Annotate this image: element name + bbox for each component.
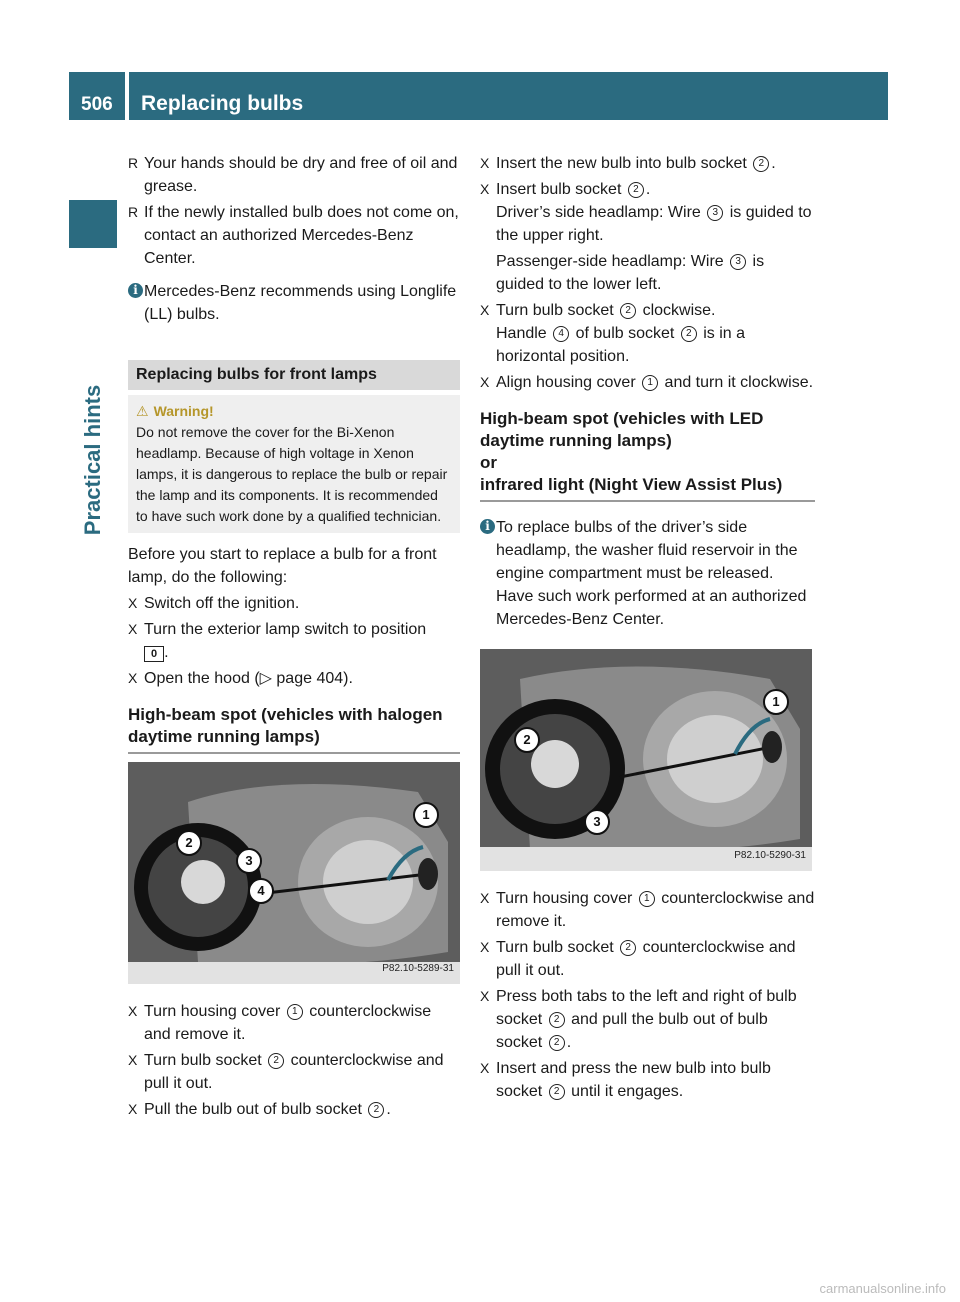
headlamp-figure-halogen xyxy=(128,762,460,984)
step-text: Turn housing cover xyxy=(496,890,637,907)
callout-ref: 2 xyxy=(681,326,697,342)
figure-code: P82.10-5290-31 xyxy=(734,850,806,861)
callout-ref: 3 xyxy=(730,254,746,270)
step-text: Insert bulb socket xyxy=(496,181,626,198)
note-text: is guided to the lower left. xyxy=(496,253,765,293)
bulb-socket xyxy=(181,860,225,904)
warning-text: Do not remove the cover for the Bi-Xenon headlamp. Because of high voltage in Xenon lamps, it is dangerous to replace the bulb or repair the lamp and its components. It is recommended to have such work done by a qualified technician. xyxy=(136,424,448,524)
bullet-mark: R xyxy=(128,204,139,220)
step-text: clockwise. xyxy=(638,302,716,319)
warning-icon: ⚠ xyxy=(136,403,149,419)
page-header xyxy=(69,72,888,120)
callout-4: 4 xyxy=(248,878,274,904)
step-mark: X xyxy=(480,302,490,318)
step-text: and turn it clockwise. xyxy=(660,374,814,391)
bullet-text: Your hands should be dry and free of oil and grease. xyxy=(144,155,458,195)
step-text: . xyxy=(386,1101,391,1118)
header-divider xyxy=(125,72,129,120)
step-item xyxy=(480,985,815,1054)
step-mark: X xyxy=(128,670,138,686)
note-text: is guided to the upper right. xyxy=(496,204,812,244)
step-text: . xyxy=(566,1034,572,1051)
step-mark: X xyxy=(480,181,490,197)
step-item xyxy=(128,1049,460,1095)
before-text: Before you start to replace a bulb for a front lamp, do the following: xyxy=(128,546,437,586)
callout-ref: 2 xyxy=(368,1102,384,1118)
page-title: Replacing bulbs xyxy=(141,92,304,115)
left-column xyxy=(128,152,460,1124)
callout-ref: 4 xyxy=(553,326,569,342)
callout-ref: 2 xyxy=(268,1053,284,1069)
callout-ref: 1 xyxy=(287,1004,303,1020)
figure-code: P82.10-5289-31 xyxy=(382,963,454,974)
housing-cover xyxy=(418,858,438,890)
note-text: is in a horizontal position. xyxy=(496,325,746,365)
step-text-end: . xyxy=(164,644,169,661)
step-item xyxy=(128,1000,460,1046)
step-text: and pull the bulb out of bulb socket xyxy=(496,1011,768,1051)
note-text: Handle xyxy=(496,325,552,342)
step-text: . xyxy=(645,181,651,198)
bullet-text: If the newly installed bulb does not come on, contact an authorized Mercedes-Benz Center. xyxy=(144,204,459,267)
callout-ref: 2 xyxy=(628,182,644,198)
section-title: Replacing bulbs for front lamps xyxy=(128,360,460,390)
callout-2: 2 xyxy=(514,727,540,753)
headlamp-illustration xyxy=(480,649,812,871)
info-text: Mercedes-Benz recommends using Longlife (LL) bulbs. xyxy=(144,283,457,323)
list-item xyxy=(128,152,460,198)
step-mark: X xyxy=(480,155,490,171)
heading-line: infrared light (Night View Assist Plus) xyxy=(480,475,783,494)
step-item xyxy=(480,152,815,175)
housing-cover xyxy=(762,731,782,763)
headlamp-figure-led xyxy=(480,649,812,871)
step-item xyxy=(128,1098,460,1121)
step-text: Turn the exterior lamp switch to position xyxy=(144,621,427,638)
step-mark: X xyxy=(480,988,490,1004)
step-mark: X xyxy=(480,1060,490,1076)
page-ref-arrow-icon: ▷ xyxy=(259,670,272,687)
step-text: Turn housing cover xyxy=(144,1003,285,1020)
step-text: Open the hood ( xyxy=(144,670,260,687)
page-number: 506 xyxy=(81,94,113,115)
step-mark: X xyxy=(480,939,490,955)
step-item xyxy=(480,887,815,933)
step-item xyxy=(480,936,815,982)
handle-note xyxy=(496,322,815,368)
step-mark: X xyxy=(128,1101,138,1117)
side-tab-marker xyxy=(69,200,117,248)
list-item xyxy=(128,201,460,270)
callout-ref: 2 xyxy=(549,1084,565,1100)
subsection-heading-led xyxy=(480,408,815,502)
info-note xyxy=(128,280,460,326)
step-text: counterclockwise and pull it out. xyxy=(144,1052,444,1092)
note-text: Driver’s side headlamp: Wire xyxy=(496,204,706,221)
switch-position-symbol: 0 xyxy=(144,646,164,662)
info-icon: i xyxy=(480,519,495,534)
callout-ref: 2 xyxy=(620,303,636,319)
step-mark: X xyxy=(480,890,490,906)
right-column xyxy=(480,152,815,1106)
callout-ref: 2 xyxy=(549,1012,565,1028)
step-text: Insert the new bulb into bulb socket xyxy=(496,155,752,172)
step-text: counterclockwise and pull it out. xyxy=(496,939,796,979)
step-text: counterclockwise and remove it. xyxy=(144,1003,432,1043)
step-item xyxy=(480,299,815,368)
note-text: Passenger-side headlamp: Wire xyxy=(496,253,729,270)
callout-2: 2 xyxy=(176,830,202,856)
info-note xyxy=(480,516,815,631)
callout-ref: 1 xyxy=(642,375,658,391)
side-label-text: Practical hints xyxy=(80,384,105,536)
step-text: Switch off the ignition. xyxy=(144,595,300,612)
callout-ref: 3 xyxy=(707,205,723,221)
step-item xyxy=(480,178,815,296)
step-item xyxy=(480,371,815,394)
callout-1: 1 xyxy=(413,802,439,828)
step-mark: X xyxy=(128,595,138,611)
page-reference-link[interactable]: page 404). xyxy=(271,670,353,687)
step-text: counterclockwise and remove it. xyxy=(496,890,815,930)
step-text: Insert and press the new bulb into bulb socket xyxy=(496,1060,771,1100)
warning-box xyxy=(128,395,460,533)
callout-ref: 2 xyxy=(620,940,636,956)
step-text: Turn bulb socket xyxy=(496,939,619,956)
callout-3: 3 xyxy=(236,848,262,874)
step-mark: X xyxy=(480,374,490,390)
heading-or: or xyxy=(480,453,497,472)
info-icon: i xyxy=(128,283,143,298)
bullet-mark: R xyxy=(128,155,139,171)
callout-ref: 1 xyxy=(639,891,655,907)
step-text: Align housing cover xyxy=(496,374,641,391)
side-section-label xyxy=(69,260,117,660)
step-text: Pull the bulb out of bulb socket xyxy=(144,1101,367,1118)
note-text: of bulb socket xyxy=(571,325,679,342)
step-text: Turn bulb socket xyxy=(144,1052,267,1069)
info-text: To replace bulbs of the driver’s side headlamp, the washer fluid reservoir in the engine compartment must be released. Have such work performed at an authorized Mercedes-Benz Center. xyxy=(496,519,807,628)
step-text: Press both tabs to the left and right of bulb socket xyxy=(496,988,797,1028)
bulb-socket xyxy=(531,740,579,788)
step-text: Turn bulb socket xyxy=(496,302,619,319)
subsection-heading: High-beam spot (vehicles with halogen daytime running lamps) xyxy=(128,704,460,754)
step-item xyxy=(480,1057,815,1103)
driver-side-note xyxy=(496,201,815,247)
callout-ref: 2 xyxy=(753,156,769,172)
headlamp-illustration xyxy=(128,762,460,984)
heading-line: High-beam spot (vehicles with LED daytime running lamps) xyxy=(480,409,764,450)
step-mark: X xyxy=(128,1052,138,1068)
callout-3: 3 xyxy=(584,809,610,835)
step-text: until it engages. xyxy=(566,1083,684,1100)
step-item xyxy=(128,618,460,664)
callout-ref: 2 xyxy=(549,1035,565,1051)
warning-heading xyxy=(136,401,452,422)
warning-title: Warning! xyxy=(153,403,214,419)
step-item xyxy=(128,667,460,690)
step-mark: X xyxy=(128,621,138,637)
step-mark: X xyxy=(128,1003,138,1019)
passenger-side-note xyxy=(496,250,815,296)
step-item xyxy=(128,592,460,615)
step-text: . xyxy=(771,155,776,172)
watermark: carmanualsonline.info xyxy=(819,1281,946,1296)
callout-1: 1 xyxy=(763,689,789,715)
